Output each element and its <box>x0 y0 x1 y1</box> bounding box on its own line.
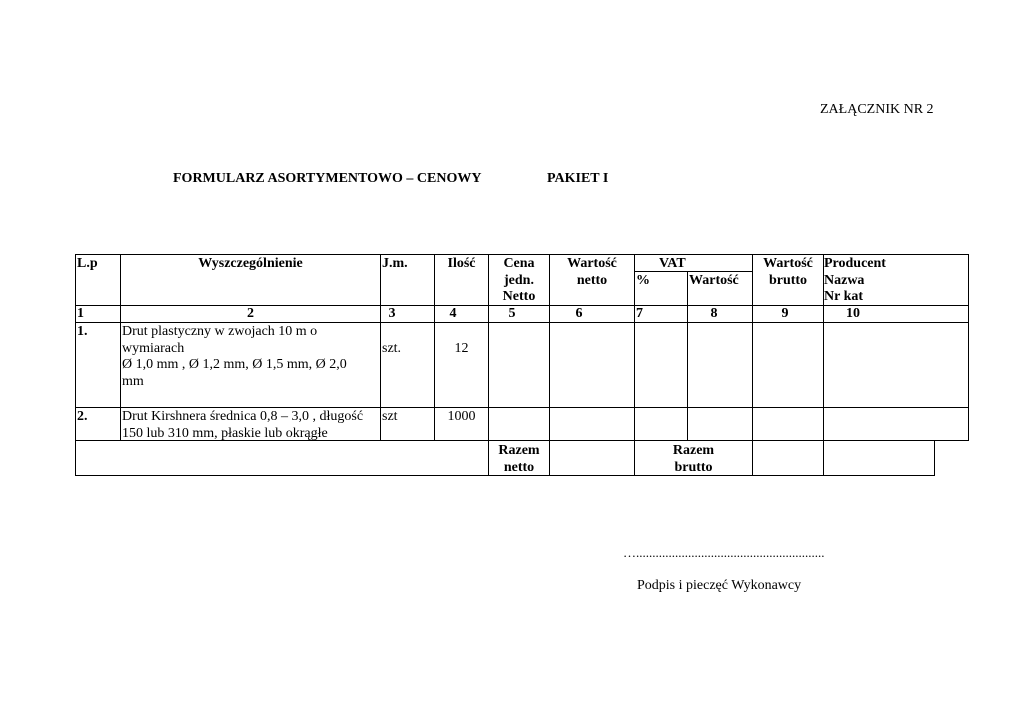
row1-rule <box>75 407 969 408</box>
row2-lp: 2. <box>77 409 88 424</box>
row1-lp: 1. <box>77 324 88 339</box>
package-label: PAKIET I <box>547 171 609 186</box>
row2-qty: 1000 <box>447 409 476 424</box>
colnum-9: 9 <box>781 306 789 321</box>
col-divider-lp <box>120 254 121 441</box>
colnum-1: 1 <box>77 306 84 321</box>
table-border-left <box>75 254 76 476</box>
header-jm: J.m. <box>382 256 408 271</box>
header-vat-pct: % <box>636 273 650 288</box>
colnum-3: 3 <box>388 306 396 321</box>
form-title: FORMULARZ ASORTYMENTOWO – CENOWY <box>173 171 482 186</box>
table-border-top <box>75 254 969 255</box>
col-divider-vat-pct <box>687 271 688 441</box>
colnum-6: 6 <box>575 306 583 321</box>
total-gross-label: Razem brutto <box>672 443 715 475</box>
vat-subheader-rule <box>634 271 753 272</box>
colnum-4: 4 <box>449 306 457 321</box>
colnum-8: 8 <box>710 306 718 321</box>
header-net-value: Wartość netto <box>567 256 617 288</box>
header-qty: Ilość <box>447 256 476 271</box>
row1-desc: Drut plastyczny w zwojach 10 m o wymiarach Ø 1,0 mm , Ø 1,2 mm, Ø 1,5 mm, Ø 2,0 mm <box>122 324 347 389</box>
row1-jm: szt. <box>382 341 402 356</box>
col-divider-desc <box>380 254 381 441</box>
signature-line: ….......................................................... <box>623 545 825 560</box>
total-net-label: Razem netto <box>498 443 540 475</box>
totals-border-right <box>934 440 935 476</box>
header-gross: Wartość brutto <box>763 256 813 288</box>
row2-jm: szt <box>382 409 398 424</box>
header-vat-value: Wartość <box>689 273 739 288</box>
header-lp: L.p <box>77 256 98 271</box>
header-producer: Producent Nazwa Nr kat <box>824 256 886 304</box>
annex-label: ZAŁĄCZNIK NR 2 <box>820 102 934 117</box>
signature-label: Podpis i pieczęć Wykonawcy <box>637 578 802 593</box>
colnum-7: 7 <box>636 306 643 321</box>
colnum-2: 2 <box>247 306 254 321</box>
table-border-right <box>968 254 969 441</box>
header-unit-price: Cena jedn. Netto <box>502 256 536 304</box>
row1-qty: 12 <box>454 341 469 356</box>
row2-desc: Drut Kirshnera średnica 0,8 – 3,0 , długość 150 lub 310 mm, płaskie lub okrągłe <box>122 409 364 441</box>
header-vat: VAT <box>659 256 686 271</box>
colnum-10: 10 <box>846 306 860 321</box>
header-desc: Wyszczególnienie <box>198 256 303 271</box>
colnum-5: 5 <box>508 306 516 321</box>
